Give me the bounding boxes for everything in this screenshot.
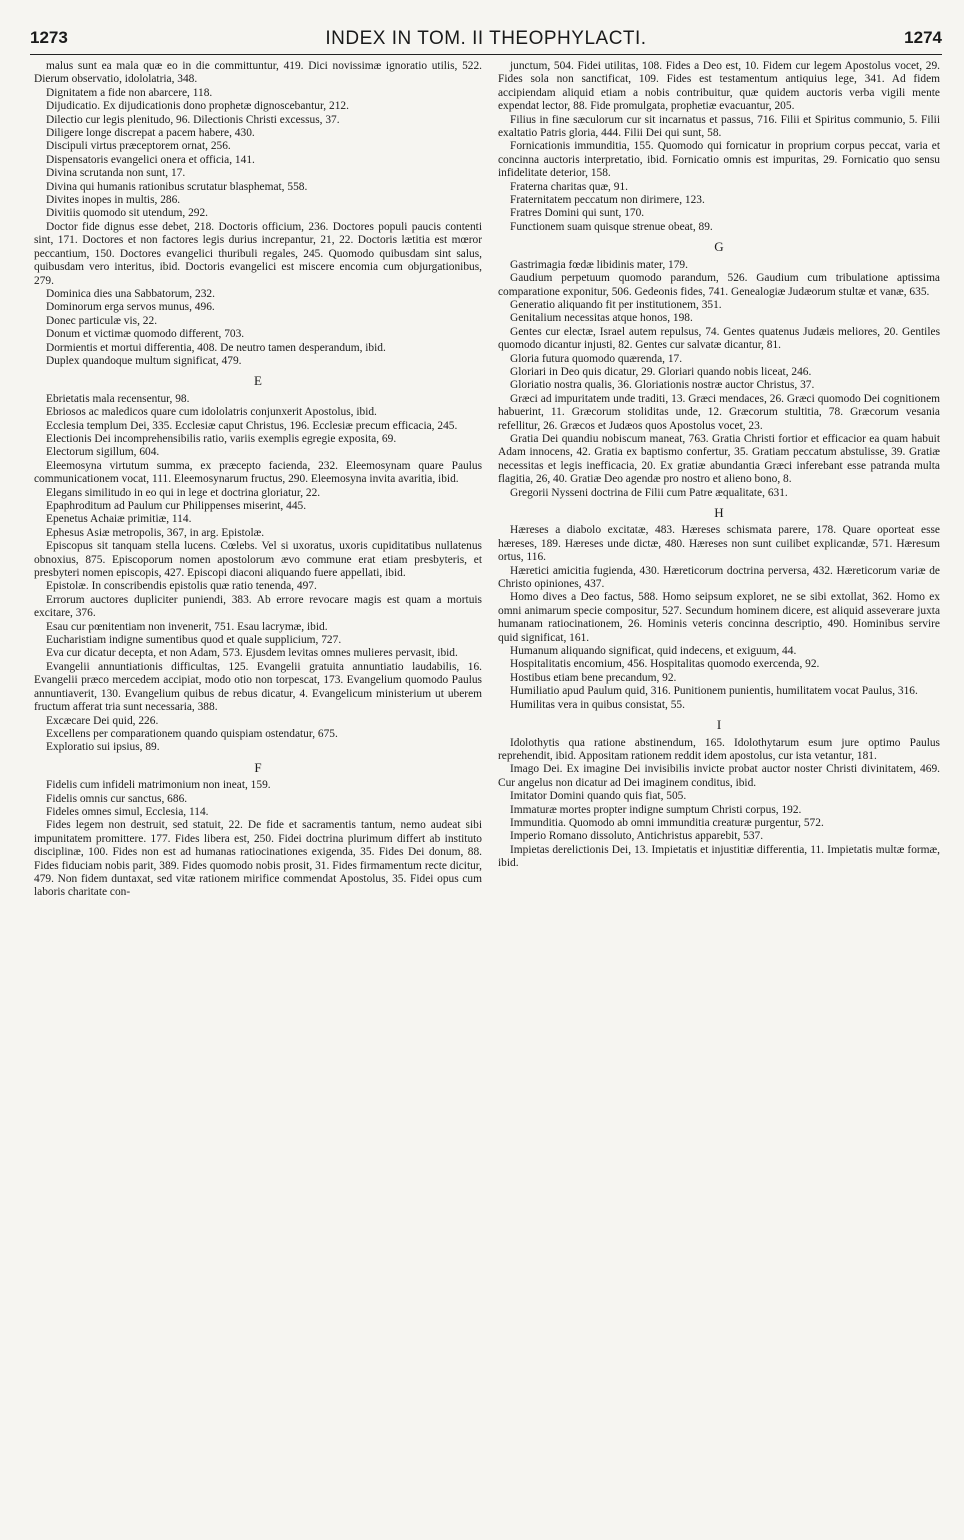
index-entry: Diligere longe discrepat a pacem habere, 430. [46,127,255,140]
index-entry: Dormientis et mortui differentia, 408. De neutro tamen desperandum, ibid. [46,341,386,354]
index-entry: Errorum auctores dupliciter puniendi, 383. Ab errore revocare magis est quam a mortuis excitare, 376. [34,593,482,620]
index-entry: Eva cur dicatur decepta, et non Adam, 573. Ejusdem levitas omnes mulieres pervasit, ibid. [46,647,458,660]
index-entry: Imperio Romano dissoluto, Antichristus apparebit, 537. [510,830,764,843]
index-entry: Fideles omnes simul, Ecclesia, 114. [46,805,209,818]
index-column-right [498,60,940,1530]
running-title: INDEX IN TOM. II THEOPHYLACTI. [325,28,647,49]
index-entry: Immunditia. Quomodo ab omni immunditia creaturæ purgentur, 572. [510,816,824,829]
index-entry: Discipuli virtus præceptorem ornat, 256. [46,140,231,153]
page-number-left: 1273 [30,28,68,47]
index-entry: Ephesus Asiæ metropolis, 367, in arg. Epistolæ. [46,526,265,539]
index-entry: Eucharistiam indigne sumentibus quod et quale supplicium, 727. [46,634,342,647]
index-entry: Electorum sigillum, 604. [46,446,160,459]
index-entry: Exploratio sui ipsius, 89. [46,741,160,754]
index-entry: Divitiis quomodo sit utendum, 292. [46,207,209,220]
index-entry: Gentes cur electæ, Israel autem repulsus, 74. Gentes quatenus Judæis meliores, 20. Gentiles quomodo dicantur injusti, 82. Gentes cur salvatæ dicantur, 81. [498,325,940,352]
index-entry: Fides legem non destruit, sed statuit, 22. De fide et sacramentis tantum, nemo audeat sibi impunitatem promittere. 177. Fides libera est, 250. Fidei doctrina plurimum differt ab instituto disciplinæ, 100. Fides non est ad humanas ratiocinationes exigenda, 35. Fides Dei donum, 88. Fides fiduciam nobis parit, 389. Fides quomodo nobis prosit, 31. Fides firmamentum recte dicitur, 479. Non fidem duntaxat, sed vitæ rationem mirifice commendat Apostolus, 35. Fidei opus cum laboris charitate con- [34,819,482,899]
index-entry: Functionem suam quisque strenue obeat, 89. [510,220,713,233]
index-entry: Excæcare Dei quid, 226. [46,714,159,727]
index-entry: Fratres Domini qui sunt, 170. [510,207,645,220]
section-letter: G [714,239,724,255]
index-entry: Fraterna charitas quæ, 91. [510,180,628,193]
index-entry: Gloria futura quomodo quærenda, 17. [510,352,683,365]
index-entry: Hæretici amicitia fugienda, 430. Hæreticorum doctrina perversa, 432. Hæreticorum variæ de Christo opiniones, 437. [498,564,940,591]
index-entry: Dominica dies una Sabbatorum, 232. [46,287,215,300]
index-entry: Dilectio cur legis plenitudo, 96. Dilectionis Christi excessus, 37. [46,113,340,126]
index-entry: Ebriosos ac maledicos quare cum idololatris conjunxerit Apostolus, ibid. [46,406,377,419]
index-entry: Gregorii Nysseni doctrina de Filii cum Patre æqualitate, 631. [510,486,788,499]
index-entry: Duplex quandoque multum significat, 479. [46,354,242,367]
index-entry: Hæreses a diabolo excitatæ, 483. Hæreses schismata parere, 178. Quare oporteat esse hæreses, 189. Hæreses unde dictæ, 480. Hæreses non sunt cuilibet explicandæ, 571. Hæresum ortus, 116. [498,524,940,564]
running-header [30,14,942,55]
index-column-left [34,60,482,1530]
index-entry: Gratia Dei quandiu nobiscum maneat, 763. Gratia Christi fortior et efficacior ea quam habuit Adam innocens, 42. Gratia ex baptismo confertur, 35. Gratiam peccatum abstulisse, 39. Gratiæ necessitas et legis inefficacia, 20. Ex gratiæ abundantia Græci inferebant esse patranda multa flagitia, 26, 40. Gratiæ Deo agendæ pro nostro et alieno bono, 8. [498,432,940,486]
index-entry: Donec particulæ vis, 22. [46,314,158,327]
index-entry: Fidelis cum infideli matrimonium non ineat, 159. [46,779,271,792]
index-entry: Humiliatio apud Paulum quid, 316. Punitionem punientis, humilitatem vocat Paulus, 316. [510,685,918,698]
index-entry: Idolothytis qua ratione abstinendum, 165. Idolothytarum esum jure optimo Paulus reprehendit, ibid. Appositam rationem reddit idem apostolus, cur ista vetantur, 181. [498,736,940,762]
index-entry: Eleemosyna virtutum summa, ex præcepto facienda, 232. Eleemosynam quare Paulus communicationem vocat, 111. Eleemosynarum fructus, 290. Eleemosyna invita avaritia, ibid. [34,459,482,486]
page-number-right: 1274 [904,28,942,47]
index-entry: Ebrietatis mala recensentur, 98. [46,392,190,405]
index-entry: Electionis Dei incomprehensibilis ratio, variis exemplis egregie exposita, 69. [46,432,397,445]
index-entry: Humanum aliquando significat, quid indecens, et exiguum, 44. [510,645,797,658]
index-entry: Divites inopes in multis, 286. [46,194,181,207]
index-entry: Imago Dei. Ex imagine Dei invisibilis invicte probat auctor noster Christi divinitatem, 469. Cur angelus non dicatur ad Dei imaginem conditus, ibid. [498,763,940,789]
index-entry: Filius in fine sæculorum cur sit incarnatus et passus, 716. Filii et Spiritus communio, 5. Filii exaltatio Patris gloria, 444. Filii Dei qui sunt, 58. [498,113,940,140]
index-entry: Gloriari in Deo quis dicatur, 29. Gloriari quando nobis liceat, 246. [510,365,812,378]
index-entry: Gloriatio nostra qualis, 36. Gloriationis nostræ auctor Christus, 37. [510,379,815,392]
index-entry: Homo dives a Deo factus, 588. Homo seipsum exploret, ne se sibi extollat, 362. Homo ex omni animarum specie compositur, 527. Secundum hominem dicere, est aliquid asseverare juxta humanam ratiocinationem, 26. Hominis veteris concinna descriptio, 490. Hominibus servire quid significat, 161. [498,591,940,644]
section-letter: E [254,373,262,389]
index-entry: Doctor fide dignus esse debet, 218. Doctoris officium, 236. Doctores populi paucis contenti sint, 171. Doctores et non factores legis durius increpantur, 21, 22. Doctoris lætitia est mœror peccantium, 150. Doctores evangelici thuribuli regales, 245. Quomodo quibusdam sint salus, quibusdam vero interitus, ibid. Doctoris evangelici est miscere encomia cum objurgationibus, 279. [34,220,482,287]
index-entry: Immaturæ mortes propter indigne sumptum Christi corpus, 192. [510,803,802,816]
section-letter: H [714,505,724,520]
index-entry: Græci ad impuritatem unde traditi, 13. Græci mendaces, 26. Græci quomodo Dei cognitionem habuerint, 11. Græcorum stoliditas unde, 12. Græcorum stultitia, 78. Græcorum vesania refellitur, 26. Græcos et Judæos quos Apostolus vocet, 23. [498,392,940,432]
index-entry: Dispensatoris evangelici onera et officia, 141. [46,153,255,166]
index-entry: Epaphroditum ad Paulum cur Philippenses miserint, 445. [46,500,307,512]
index-entry: Dijudicatio. Ex dijudicationis dono prophetæ dignoscebantur, 212. [46,100,349,113]
index-entry: Evangelii annuntiationis difficultas, 125. Evangelii gratuita annuntiatio laudabilis, 16. Evangelii præco mercedem accipiat, modo otio non torpescat, 173. Evangelium quomodo Paulus annuntiaverit, 130. Evangelium quibus de rebus dicatur, 4. Evangelicum ministerium ut uberem fructum afferat tria sunt necessaria, 388. [34,660,482,714]
index-entry: Divina scrutanda non sunt, 17. [46,167,186,180]
index-entry: Epistolæ. In conscribendis epistolis quæ ratio tenenda, 497. [46,580,317,593]
index-entry: Hostibus etiam bene precandum, 92. [510,671,677,684]
index-entry: malus sunt ea mala quæ eo in die committuntur, 419. Dici novissimæ ignoratio utilis, 522. Dierum observatio, idololatria, 348. [34,60,482,86]
index-entry: Genitalium necessitas atque honos, 198. [510,312,693,325]
index-entry: Dominorum erga servos munus, 496. [46,301,215,314]
index-entry: Fidelis omnis cur sanctus, 686. [46,792,188,805]
index-entry: Gaudium perpetuum quomodo parandum, 526. Gaudium cum tribulatione aptissima comparatione exponitur, 506. Gedeonis fides, 741. Genealogiæ Judæorum stultæ et vanæ, 635. [498,272,940,298]
index-entry: Humilitas vera in quibus consistat, 55. [510,698,685,711]
index-entry: Episcopus sit tanquam stella lucens. Cœlebs. Vel si uxoratus, uxoris cupiditatibus nullatenus obnoxius, 875. Episcoporum nomen apostolorum ævo commune erat etiam presbyteris, et presbyteri nomen episcopis, 427. Episcopi diaconi aliquando fuere appellati, ibid. [34,540,482,580]
index-entry: Hospitalitatis encomium, 456. Hospitalitas quomodo exercenda, 92. [510,658,820,671]
index-entry: Esau cur pœnitentiam non invenerit, 751. Esau lacrymæ, ibid. [46,620,328,633]
index-entry: junctum, 504. Fidei utilitas, 108. Fides a Deo est, 10. Fidem cur legem Apostolus vocet, 29. Fides sola non sanctificat, 109. Fides est testamentum antiquius lege, 341. Ad fidem accipiendam aliquid etiam a nobis contribuitur, quæ quidem auctoris verba vigili mente expendat lector, 88. Fide promulgata, prophetiæ evacuantur, 205. [498,60,940,113]
index-entry: Impietas derelictionis Dei, 13. Impietatis et injustitiæ differentia, 11. Impietatis multæ formæ, ibid. [498,843,940,870]
index-entry: Fraternitatem peccatum non dirimere, 123. [510,194,705,207]
index-entry: Excellens per comparationem quando quispiam ostendatur, 675. [46,727,338,740]
index-entry: Imitator Domini quando quis fiat, 505. [510,790,687,803]
index-entry: Fornicationis immunditia, 155. Quomodo qui fornicatur in proprium corpus peccat, varia et concinna auctoris interpretatio, ibid. Fornicatio omnis est impuritas, 29. Fornicatio quo sensu infidelitate deterior, 158. [498,140,940,180]
section-letter: F [254,759,262,775]
index-entry: Donum et victimæ quomodo different, 703. [46,328,245,341]
index-entry: Generatio aliquando fit per institutionem, 351. [510,298,722,311]
index-entry: Gastrimagia fœdæ libidinis mater, 179. [510,258,688,271]
index-entry: Dignitatem a fide non abarcere, 118. [46,86,213,99]
index-entry: Elegans similitudo in eo qui in lege et doctrina gloriatur, 22. [46,486,321,499]
index-entry: Epenetus Achaiæ primitiæ, 114. [46,513,192,526]
index-entry: Ecclesia templum Dei, 335. Ecclesiæ caput Christus, 196. Ecclesiæ precum efficacia, 245. [46,419,458,432]
section-letter: I [716,717,722,733]
index-entry: Divina qui humanis rationibus scrutatur blasphemat, 558. [46,180,308,193]
